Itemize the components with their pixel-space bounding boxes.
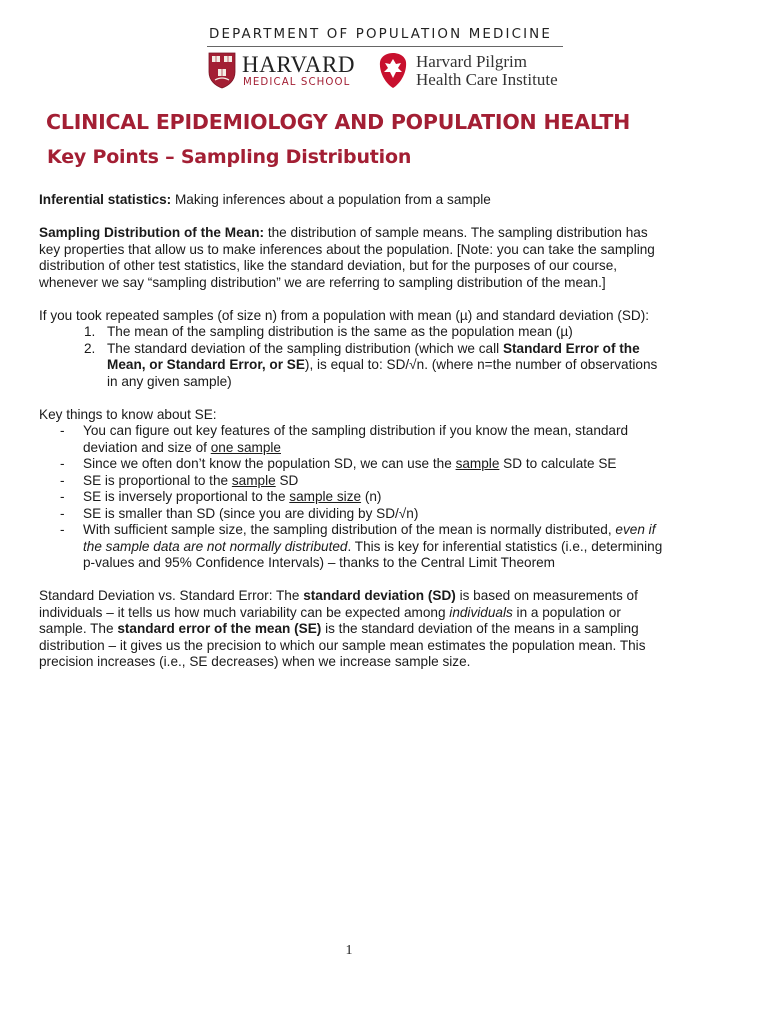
list-item: 1. The mean of the sampling distribution is the same as the population mean (µ) [84, 324, 573, 339]
properties-list [39, 324, 663, 390]
inferential-label: Inferential statistics: [39, 192, 172, 207]
document-body [39, 192, 663, 671]
letterhead-rule [207, 46, 563, 47]
list-item: - With sufficient sample size, the sampling distribution of the mean is normally distributed, even if the sample data are not normally distributed. This is key for inferential statistics (i.e., determining p-values and 95% Confidence Intervals) – thanks to the Central Limit Theorem [60, 522, 663, 570]
document-subtitle: Key Points – Sampling Distribution [47, 146, 412, 168]
sampling-distribution-label: Sampling Distribution of the Mean: [39, 225, 265, 240]
list-item: - Since we often don’t know the population SD, we can use the sample SD to calculate SE [60, 456, 617, 471]
harvard-shield-logo [208, 52, 236, 89]
harvard-pilgrim-logo [378, 52, 408, 89]
harvard-pilgrim-line1: Harvard Pilgrim [416, 52, 527, 71]
inferential-text: Making inferences about a population from a sample [171, 192, 491, 207]
list-item: 2. The standard deviation of the sampling distribution (which we call Standard Error of the Mean, or Standard Error, or SE), is equal to: SD/√n. (where n=the number of observations in any given sample) [84, 340, 658, 389]
list-item: - You can figure out key features of the sampling distribution if you know the mean, standard deviation and size of one sample [60, 423, 629, 455]
harvard-pilgrim-line2: Health Care Institute [416, 70, 558, 89]
se-points-intro: Key things to know about SE: [39, 406, 217, 422]
list-number: 2. [84, 340, 96, 356]
sampling-distribution-text: the distribution of sample means. The sampling distribution has key properties that allow us to make inferences about the population. [Note: you can take the sampling distribution of other test statistics, like the standard deviation, but for the purposes of our course, whenever we say “sampling distribution” we are referring to sampling distribution of the mean.] [39, 225, 655, 290]
page-number: 1 [345, 943, 353, 958]
medical-school-wordmark: MEDICAL SCHOOL [243, 77, 351, 88]
list-item: - SE is proportional to the sample SD [60, 472, 299, 488]
list-item: - SE is inversely proportional to the sample size (n) [60, 489, 382, 504]
list-item: - SE is smaller than SD (since you are dividing by SD/√n) [60, 505, 419, 521]
se-points-list [39, 423, 663, 572]
department-name: DEPARTMENT OF POPULATION MEDICINE [209, 27, 552, 42]
repeated-samples-intro: If you took repeated samples (of size n) from a population with mean (µ) and standard deviation (SD): [39, 307, 650, 323]
inferential-statistics-paragraph [39, 192, 663, 209]
harvard-wordmark: HARVARD [242, 52, 356, 77]
document-title: CLINICAL EPIDEMIOLOGY AND POPULATION HEALTH [46, 110, 631, 134]
sampling-distribution-paragraph [39, 225, 663, 291]
sd-vs-se-paragraph: Standard Deviation vs. Standard Error: The standard deviation (SD) is based on measurements of individuals – it tells us how much variability can be expected among individuals in a population or sample. The standard error of the mean (SE) is the standard deviation of the means in a sampling distribution – it gives us the precision to which our sample mean estimates the population mean. This precision increases (i.e., SE decreases) when we increase sample size. [39, 588, 646, 669]
list-number: 1. [84, 324, 96, 339]
